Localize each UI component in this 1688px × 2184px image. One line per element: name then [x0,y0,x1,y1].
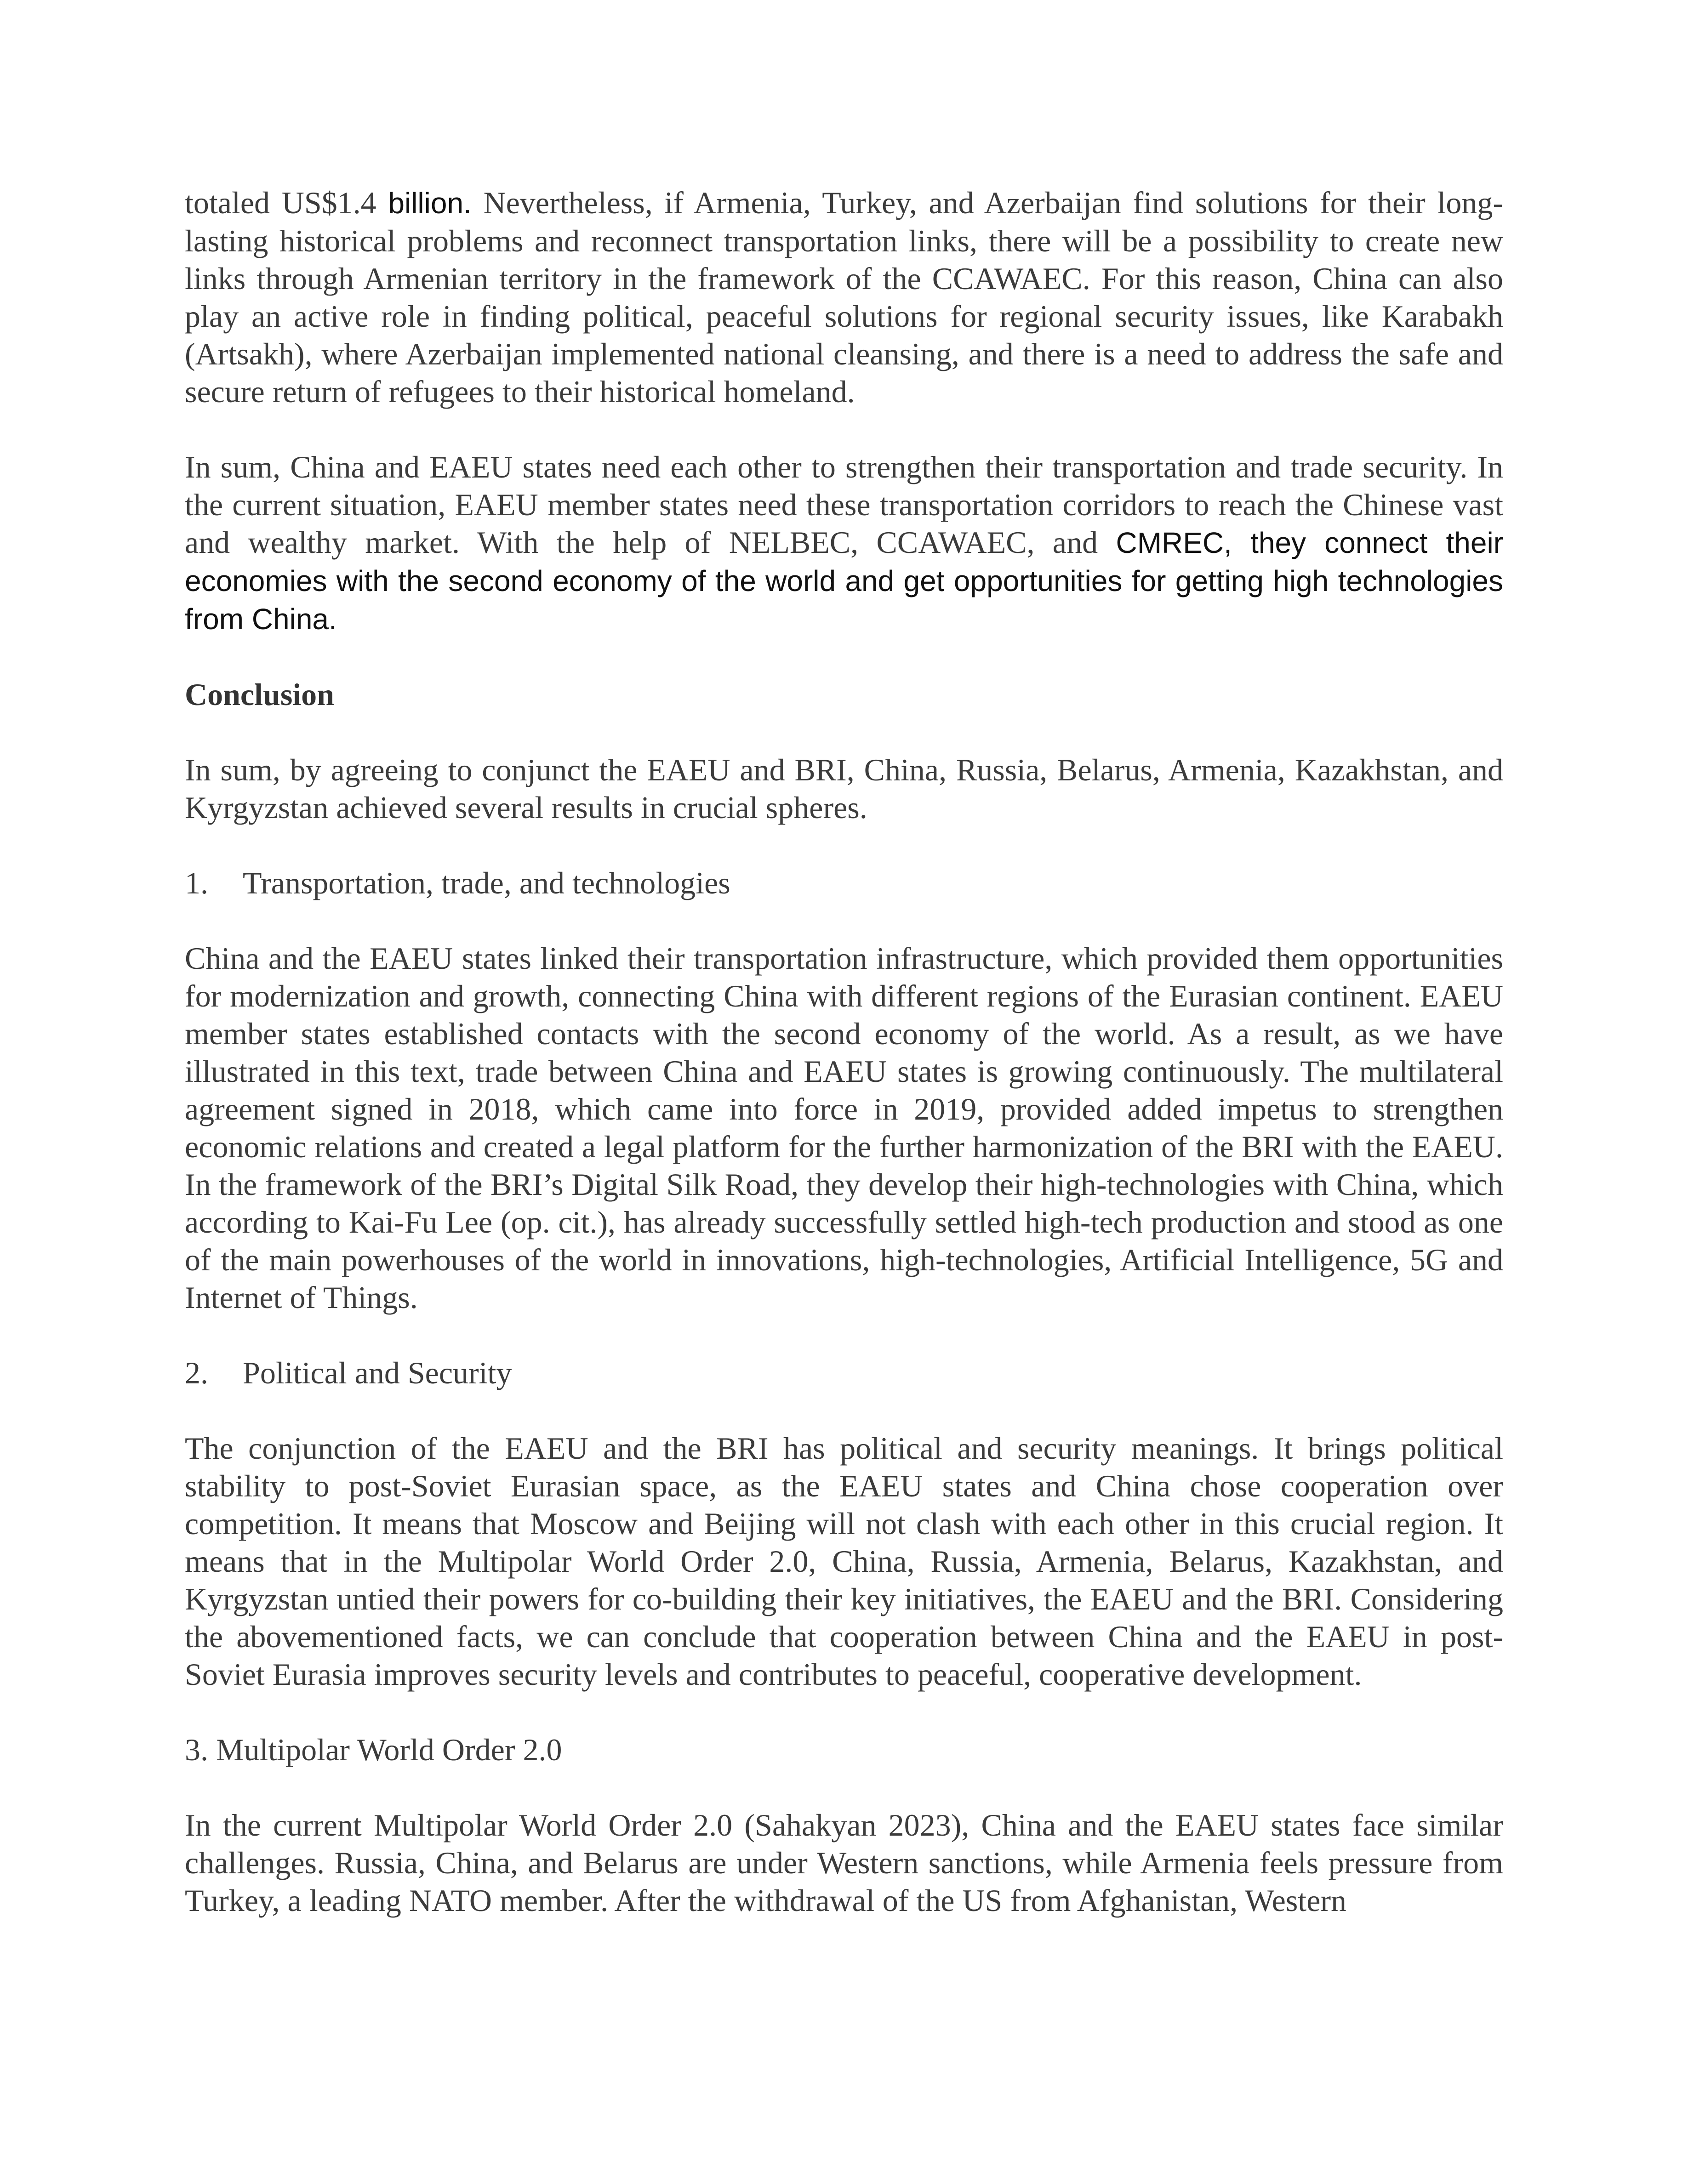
paragraph-multipolar: In the current Multipolar World Order 2.0 (Sahakyan 2023), China and the EAEU states face similar challenges. Russia, China, and Belarus are under Western sanctions, while Armenia feels pressure from Turkey, a leading NATO member. After the withdrawal of the US from Afghanistan, Western [185,1808,1503,1918]
paragraph-armenia-turkey-azerbaijan [185,184,1503,410]
paragraph-text: Nevertheless, if Armenia, Turkey, and Azerbaijan find solutions for their long-lasting historical problems and reconnect transportation links, there will be a possibility to create new links through Armenian territory in the framework of the CCAWAEC. For this reason, China can also play an active role in finding political, peaceful solutions for regional security issues, like Karabakh (Artsakh), where Azerbaijan implemented national cleansing, and there is a need to address the safe and secure return of refugees to their historical homeland. [185,185,1503,409]
list-heading-transportation [185,864,1503,902]
paragraph-text-sans: billion. [388,187,472,220]
list-title: Political and Security [243,1355,512,1390]
paragraph-text-sans: CMREC, they connect their economies with the second economy of the world and get opportunities for getting high technologies from China. [185,526,1504,636]
document-page [185,184,1503,1957]
paragraph-transport-trade-security [185,448,1503,638]
section-heading-conclusion: Conclusion [185,677,334,712]
list-title: Transportation, trade, and technologies [243,865,730,900]
list-number: 2. [185,1355,208,1390]
paragraph-conclusion-intro: In sum, by agreeing to conjunct the EAEU and BRI, China, Russia, Belarus, Armenia, Kazakhstan, and Kyrgyzstan achieved several results in crucial spheres. [185,752,1503,825]
paragraph-text: In sum, China and EAEU states need each other to strengthen their transportation and trade security. In the current situation, EAEU member states need these transportation corridors to reach the Chinese vast and wealthy market. With the help of NELBEC, CCAWAEC, and [185,449,1503,560]
list-number: 1. [185,865,208,900]
list-heading-multipolar: 3. Multipolar World Order 2.0 [185,1732,562,1767]
list-heading-political-security [185,1354,1503,1392]
paragraph-political-security: The conjunction of the EAEU and the BRI has political and security meanings. It brings political stability to post-Soviet Eurasian space, as the EAEU states and China chose cooperation over competition. It means that Moscow and Beijing will not clash with each other in this crucial region. It means that in the Multipolar World Order 2.0, China, Russia, Armenia, Belarus, Kazakhstan, and Kyrgyzstan untied their powers for co-building their key initiatives, the EAEU and the BRI. Considering the abovementioned facts, we can conclude that cooperation between China and the EAEU in post-Soviet Eurasia improves security levels and contributes to peaceful, cooperative development. [185,1431,1503,1692]
paragraph-transportation: China and the EAEU states linked their transportation infrastructure, which provided them opportunities for modernization and growth, connecting China with different regions of the Eurasian continent. EAEU member states established contacts with the second economy of the world. As a result, as we have illustrated in this text, trade between China and EAEU states is growing continuously. The multilateral agreement signed in 2018, which came into force in 2019, provided added impetus to strengthen economic relations and created a legal platform for the further harmonization of the BRI with the EAEU. In the framework of the BRI’s Digital Silk Road, they develop their high-technologies with China, which according to Kai-Fu Lee (op. cit.), has already successfully settled high-tech production and stood as one of the main powerhouses of the world in innovations, high-technologies, Artificial Intelligence, 5G and Internet of Things. [185,941,1503,1315]
paragraph-text: totaled US$1.4 [185,185,388,220]
